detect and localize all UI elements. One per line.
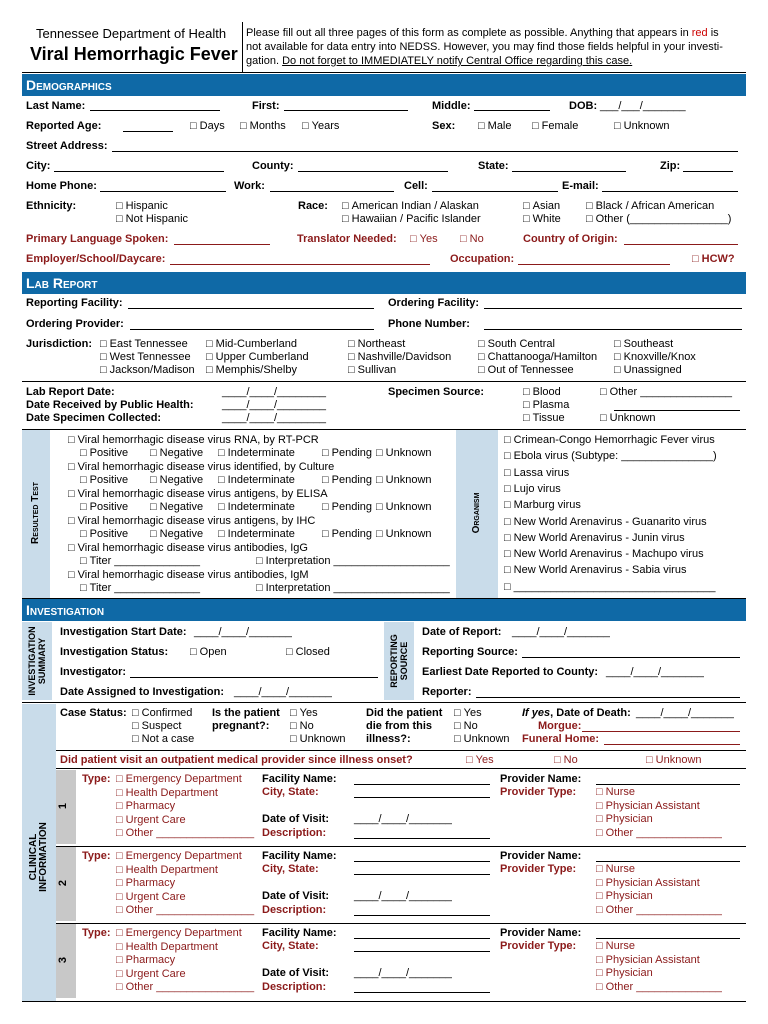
outpatient-question: Did patient visit an outpatient medical provider since illness onset? [60, 754, 413, 766]
specimen-tissue-checkbox[interactable]: □ Tissue [523, 412, 565, 424]
test-2-result-1[interactable]: □ Negative [150, 474, 203, 486]
visit-date-label: Date of Visit: [262, 967, 330, 979]
provider-name-field[interactable] [596, 784, 740, 785]
race-white-checkbox[interactable]: □ White [523, 213, 561, 225]
not-hispanic-checkbox[interactable]: □ Not Hispanic [116, 213, 188, 225]
case-confirmed-checkbox[interactable]: □ Confirmed [132, 707, 192, 719]
specimen-blood-checkbox[interactable]: □ Blood [523, 386, 561, 398]
age-label: Reported Age: [26, 120, 102, 132]
outpatient-no-checkbox[interactable]: □ No [554, 754, 578, 766]
juris-out-of-tn[interactable]: □ Out of Tennessee [478, 364, 574, 376]
test-checkbox-4[interactable]: □ Viral hemorrhagic disease virus antigens, by IHC [68, 515, 315, 527]
description-field[interactable] [354, 838, 490, 839]
divider [56, 750, 746, 751]
test-4-result-0[interactable]: □ Positive [80, 528, 128, 540]
header-divider [242, 22, 243, 72]
test-checkbox-5[interactable]: □ Viral hemorrhagic disease virus antibodies, IgG [68, 542, 308, 554]
visit-3-provider-type-1[interactable]: □ Physician Assistant [596, 954, 700, 966]
visit-number-1: 1 [57, 802, 70, 810]
street-field[interactable] [112, 151, 738, 152]
date-received-label: Date Received by Public Health: [26, 399, 194, 411]
visit-3-provider-type-3[interactable]: □ Other ______________ [596, 981, 722, 993]
header-title: Viral Hemorrhagic Fever [30, 44, 238, 64]
outpatient-yes-checkbox[interactable]: □ Yes [466, 754, 494, 766]
phone-number-label: Phone Number: [388, 318, 470, 330]
visit-date-field[interactable]: ____/____/_______ [354, 967, 452, 979]
state-label: State: [478, 160, 509, 172]
race-other-checkbox[interactable]: □ Other (________________) [586, 213, 731, 225]
facility-name-field[interactable] [354, 784, 490, 785]
test-2-result-4[interactable]: □ Unknown [376, 474, 432, 486]
visit-2-type-1[interactable]: □ Health Department [116, 864, 218, 876]
note-text-b: is [707, 27, 719, 39]
clinical-information-label: CLINICAL INFORMATION [28, 822, 49, 892]
organism-checkbox-7[interactable]: □ New World Arenavirus - Junin virus [504, 532, 685, 544]
test-4-result-4[interactable]: □ Unknown [376, 528, 432, 540]
note-text: Please fill out all three pages of this form as complete as possible. Anything that appears in [246, 27, 692, 39]
die-yes-checkbox[interactable]: □ Yes [454, 707, 482, 719]
juris-west-tn[interactable]: □ West Tennessee [100, 351, 191, 363]
work-phone-field[interactable] [270, 191, 394, 192]
first-name-label: First: [252, 100, 280, 112]
funeral-home-field[interactable] [604, 744, 740, 745]
organism-checkbox-4[interactable]: □ Lujo virus [504, 483, 561, 495]
test-1-result-2[interactable]: □ Indeterminate [218, 447, 295, 459]
section-investigation: Investigation [22, 599, 746, 621]
inv-start-field[interactable]: ____/____/_______ [194, 626, 292, 638]
reporting-source-label: REPORTING SOURCE [389, 634, 409, 688]
dob-label: DOB: [569, 100, 598, 112]
phone-number-field[interactable] [484, 329, 742, 330]
test-checkbox-6[interactable]: □ Viral hemorrhagic disease virus antibodies, IgM [68, 569, 309, 581]
date-specimen-field[interactable]: ____/____/________ [222, 412, 326, 424]
pregnant-label-2: pregnant?: [212, 720, 270, 732]
pregnant-label-1: Is the patient [212, 707, 280, 719]
city-label: City: [26, 160, 51, 172]
juris-east-tn[interactable]: □ East Tennessee [100, 338, 188, 350]
dob-field[interactable]: ___/___/_______ [600, 100, 686, 112]
juris-nashville[interactable]: □ Nashville/Davidson [348, 351, 451, 363]
visit-1-provider-type-1[interactable]: □ Physician Assistant [596, 800, 700, 812]
description-field[interactable] [354, 915, 490, 916]
ordering-facility-field[interactable] [484, 308, 742, 309]
organism-checkbox-2[interactable]: □ Ebola virus (Subtype: _______________) [504, 450, 717, 462]
visit-type-label: Type: [82, 927, 111, 939]
middle-name-label: Middle: [432, 100, 471, 112]
pregnant-yes-checkbox[interactable]: □ Yes [290, 707, 318, 719]
test-2-result-3[interactable]: □ Pending [322, 474, 372, 486]
test-3-result-1[interactable]: □ Negative [150, 501, 203, 513]
juris-south-central[interactable]: □ South Central [478, 338, 555, 350]
investigator-label: Investigator: [60, 666, 127, 678]
test-2-result-0[interactable]: □ Positive [80, 474, 128, 486]
inv-assigned-field[interactable]: ____/____/_______ [234, 686, 332, 698]
hcw-checkbox[interactable]: □ HCW? [692, 253, 735, 265]
organism-checkbox-5[interactable]: □ Marburg virus [504, 499, 581, 511]
section-demographics: Demographics [22, 74, 746, 96]
die-label-1: Did the patient [366, 707, 443, 719]
die-no-checkbox[interactable]: □ No [454, 720, 478, 732]
funeral-home-label: Funeral Home: [522, 733, 600, 745]
translator-yes-checkbox[interactable]: □ Yes [410, 233, 438, 245]
pregnant-unknown-checkbox[interactable]: □ Unknown [290, 733, 346, 745]
language-label: Primary Language Spoken: [26, 233, 169, 245]
visit-number-3: 3 [57, 956, 70, 964]
visit-date-field[interactable]: ____/____/_______ [354, 890, 452, 902]
test-2-result-2[interactable]: □ Indeterminate [218, 474, 295, 486]
test-3-result-3[interactable]: □ Pending [322, 501, 372, 513]
occupation-field[interactable] [518, 264, 670, 265]
ordering-provider-field[interactable] [130, 329, 374, 330]
visit-1-type-4[interactable]: □ Other ________________ [116, 827, 254, 839]
die-unknown-checkbox[interactable]: □ Unknown [454, 733, 510, 745]
visit-type-label: Type: [82, 850, 111, 862]
reporting-source-field[interactable] [522, 657, 740, 658]
city-state-label: City, State: [262, 786, 319, 798]
occupation-label: Occupation: [450, 253, 515, 265]
case-status-label: Case Status: [60, 707, 127, 719]
street-label: Street Address: [26, 140, 108, 152]
section-lab-report: Lab Report [22, 272, 746, 294]
provider-name-field[interactable] [596, 861, 740, 862]
first-name-field[interactable] [284, 110, 408, 111]
note-text-2: not available for data entry into NEDSS. However, you may find those fields helpful in your investi- [246, 41, 723, 53]
date-of-report-label: Date of Report: [422, 626, 502, 638]
race-amind-checkbox[interactable]: □ American Indian / Alaskan [342, 200, 479, 212]
visit-3-type-2[interactable]: □ Pharmacy [116, 954, 175, 966]
header-note [246, 26, 723, 68]
visit-2-type-0[interactable]: □ Emergency Department [116, 850, 242, 862]
jurisdiction-label: Jurisdiction: [26, 338, 93, 350]
resulted-test-label: Resulted Test [30, 482, 41, 544]
juris-memphis[interactable]: □ Memphis/Shelby [206, 364, 297, 376]
provider-type-label: Provider Type: [500, 786, 577, 798]
visit-date-label: Date of Visit: [262, 890, 330, 902]
organism-label: Organism [471, 492, 482, 534]
visit-1-type-3[interactable]: □ Urgent Care [116, 814, 186, 826]
visit-1-type-2[interactable]: □ Pharmacy [116, 800, 175, 812]
home-phone-field[interactable] [100, 191, 226, 192]
visit-date-label: Date of Visit: [262, 813, 330, 825]
date-of-death-field[interactable]: ____/____/_______ [636, 707, 734, 719]
city-state-field[interactable] [354, 797, 490, 798]
description-label: Description: [262, 827, 327, 839]
header-dept: Tennessee Department of Health [36, 26, 227, 41]
juris-mid-cumberland[interactable]: □ Mid-Cumberland [206, 338, 297, 350]
test-4-result-2[interactable]: □ Indeterminate [218, 528, 295, 540]
specimen-other-extra-line[interactable] [614, 410, 740, 411]
case-suspect-checkbox[interactable]: □ Suspect [132, 720, 181, 732]
country-label: Country of Origin: [523, 233, 618, 245]
inv-status-label: Investigation Status: [60, 646, 169, 658]
provider-name-label: Provider Name: [500, 850, 582, 862]
investigator-field[interactable] [130, 677, 378, 678]
juris-jackson[interactable]: □ Jackson/Madison [100, 364, 195, 376]
visit-2-type-2[interactable]: □ Pharmacy [116, 877, 175, 889]
county-label: County: [252, 160, 294, 172]
visit-1-provider-type-2[interactable]: □ Physician [596, 813, 653, 825]
work-phone-label: Work: [234, 180, 265, 192]
test-1-result-3[interactable]: □ Pending [322, 447, 372, 459]
specimen-plasma-checkbox[interactable]: □ Plasma [523, 399, 569, 411]
divider [22, 429, 746, 430]
state-field[interactable] [512, 171, 626, 172]
inv-assigned-label: Date Assigned to Investigation: [60, 686, 225, 698]
divider [56, 846, 746, 847]
test-5-titer[interactable]: □ Titer ______________ [80, 555, 200, 567]
email-label: E-mail: [562, 180, 599, 192]
outpatient-unknown-checkbox[interactable]: □ Unknown [646, 754, 702, 766]
test-5-interpretation[interactable]: □ Interpretation ___________________ [256, 555, 450, 567]
test-checkbox-1[interactable]: □ Viral hemorrhagic disease virus RNA, by RT-PCR [68, 434, 319, 446]
provider-name-label: Provider Name: [500, 927, 582, 939]
test-3-result-4[interactable]: □ Unknown [376, 501, 432, 513]
race-hawaiian-checkbox[interactable]: □ Hawaiian / Pacific Islander [342, 213, 481, 225]
date-of-report-field[interactable]: ____/____/_______ [512, 626, 610, 638]
city-state-label: City, State: [262, 863, 319, 875]
employer-field[interactable] [170, 264, 430, 265]
facility-name-label: Facility Name: [262, 773, 337, 785]
provider-name-label: Provider Name: [500, 773, 582, 785]
test-6-interpretation[interactable]: □ Interpretation ___________________ [256, 582, 450, 594]
visit-number-2: 2 [57, 879, 70, 887]
facility-name-label: Facility Name: [262, 850, 337, 862]
visit-3-type-1[interactable]: □ Health Department [116, 941, 218, 953]
lab-report-date-label: Lab Report Date: [26, 386, 115, 398]
organism-checkbox-1[interactable]: □ Crimean-Congo Hemorrhagic Fever virus [504, 434, 715, 446]
test-6-titer[interactable]: □ Titer ______________ [80, 582, 200, 594]
visit-2-provider-type-0[interactable]: □ Nurse [596, 863, 635, 875]
test-checkbox-2[interactable]: □ Viral hemorrhagic disease virus identified, by Culture [68, 461, 334, 473]
form-bottom-line [22, 1001, 746, 1002]
visit-type-label: Type: [82, 773, 111, 785]
test-1-result-1[interactable]: □ Negative [150, 447, 203, 459]
test-4-result-3[interactable]: □ Pending [322, 528, 372, 540]
last-name-field[interactable] [90, 110, 220, 111]
visit-3-type-3[interactable]: □ Urgent Care [116, 968, 186, 980]
city-state-field[interactable] [354, 951, 490, 952]
age-years-checkbox[interactable]: □ Years [302, 120, 339, 132]
divider [56, 768, 746, 769]
reporting-facility-field[interactable] [128, 308, 374, 309]
county-field[interactable] [298, 171, 448, 172]
hispanic-checkbox[interactable]: □ Hispanic [116, 200, 168, 212]
specimen-source-label: Specimen Source: [388, 386, 484, 398]
reporting-facility-label: Reporting Facility: [26, 297, 123, 309]
visit-1-type-0[interactable]: □ Emergency Department [116, 773, 242, 785]
provider-type-label: Provider Type: [500, 940, 577, 952]
employer-label: Employer/School/Daycare: [26, 253, 166, 265]
visit-2-provider-type-3[interactable]: □ Other ______________ [596, 904, 722, 916]
date-received-field[interactable]: ____/____/________ [222, 399, 326, 411]
note-text-3: gation. [246, 55, 283, 67]
juris-southeast[interactable]: □ Southeast [614, 338, 673, 350]
death-label: , Date of Death: [550, 707, 631, 719]
test-1-result-0[interactable]: □ Positive [80, 447, 128, 459]
race-black-checkbox[interactable]: □ Black / African American [586, 200, 714, 212]
visit-1-provider-type-3[interactable]: □ Other ______________ [596, 827, 722, 839]
specimen-other-checkbox[interactable]: □ Other _______________ [600, 386, 732, 398]
race-asian-checkbox[interactable]: □ Asian [523, 200, 560, 212]
juris-northeast[interactable]: □ Northeast [348, 338, 405, 350]
description-label: Description: [262, 904, 327, 916]
juris-chattanooga[interactable]: □ Chattanooga/Hamilton [478, 351, 597, 363]
visit-date-field[interactable]: ____/____/_______ [354, 813, 452, 825]
age-months-checkbox[interactable]: □ Months [240, 120, 286, 132]
visit-2-provider-type-2[interactable]: □ Physician [596, 890, 653, 902]
home-phone-label: Home Phone: [26, 180, 97, 192]
zip-label: Zip: [660, 160, 681, 172]
visit-3-type-4[interactable]: □ Other ________________ [116, 981, 254, 993]
inv-status-open[interactable]: □ Open [190, 646, 227, 658]
zip-field[interactable] [683, 171, 733, 172]
inv-status-closed[interactable]: □ Closed [286, 646, 330, 658]
die-label-2: die from this [366, 720, 433, 732]
die-label-3: illness?: [366, 733, 411, 745]
case-not-case-checkbox[interactable]: □ Not a case [132, 733, 194, 745]
organism-checkbox-6[interactable]: □ New World Arenavirus - Guanarito virus [504, 516, 707, 528]
note-underline: Do not forget to IMMEDIATELY notify Central Office regarding this case. [282, 55, 633, 67]
visit-3-type-0[interactable]: □ Emergency Department [116, 927, 242, 939]
translator-label: Translator Needed: [297, 233, 397, 245]
test-3-result-0[interactable]: □ Positive [80, 501, 128, 513]
earliest-date-field[interactable]: ____/____/_______ [606, 666, 704, 678]
age-days-checkbox[interactable]: □ Days [190, 120, 225, 132]
divider [22, 702, 746, 703]
organism-checkbox-8[interactable]: □ New World Arenavirus - Machupo virus [504, 548, 704, 560]
city-state-field[interactable] [354, 874, 490, 875]
divider [56, 923, 746, 924]
country-field[interactable] [624, 244, 738, 245]
language-field[interactable] [174, 244, 270, 245]
morgue-label: Morgue: [538, 720, 582, 732]
note-red: red [691, 27, 708, 39]
facility-name-field[interactable] [354, 938, 490, 939]
lab-report-date-field[interactable]: ____/____/________ [222, 386, 326, 398]
reporter-field[interactable] [476, 697, 740, 698]
sex-unknown-checkbox[interactable]: □ Unknown [614, 120, 670, 132]
age-field[interactable] [123, 131, 173, 132]
test-4-result-1[interactable]: □ Negative [150, 528, 203, 540]
juris-unassigned[interactable]: □ Unassigned [614, 364, 682, 376]
race-label: Race: [298, 200, 328, 212]
visit-2-type-3[interactable]: □ Urgent Care [116, 891, 186, 903]
organism-checkbox-3[interactable]: □ Lassa virus [504, 467, 569, 479]
date-specimen-label: Date Specimen Collected: [26, 412, 162, 424]
test-1-result-4[interactable]: □ Unknown [376, 447, 432, 459]
if-yes-label: If yes [522, 707, 551, 719]
email-field[interactable] [602, 191, 738, 192]
description-field[interactable] [354, 992, 490, 993]
visit-1-type-1[interactable]: □ Health Department [116, 787, 218, 799]
reporter-label: Reporter: [422, 686, 472, 698]
visit-2-provider-type-1[interactable]: □ Physician Assistant [596, 877, 700, 889]
middle-name-field[interactable] [474, 110, 550, 111]
organism-checkbox-9[interactable]: □ New World Arenavirus - Sabia virus [504, 564, 686, 576]
cell-phone-label: Cell: [404, 180, 428, 192]
visit-3-provider-type-2[interactable]: □ Physician [596, 967, 653, 979]
facility-name-field[interactable] [354, 861, 490, 862]
morgue-field[interactable] [582, 731, 740, 732]
organism-checkbox-10[interactable]: □ _________________________________ [504, 581, 716, 593]
divider [22, 381, 746, 382]
juris-sullivan[interactable]: □ Sullivan [348, 364, 396, 376]
sex-male-checkbox[interactable]: □ Male [478, 120, 512, 132]
ordering-facility-label: Ordering Facility: [388, 297, 480, 309]
sex-label: Sex: [432, 120, 456, 132]
visit-1-provider-type-0[interactable]: □ Nurse [596, 786, 635, 798]
city-state-label: City, State: [262, 940, 319, 952]
provider-name-field[interactable] [596, 938, 740, 939]
specimen-unknown-checkbox[interactable]: □ Unknown [600, 412, 656, 424]
earliest-date-label: Earliest Date Reported to County: [422, 666, 599, 678]
ordering-provider-label: Ordering Provider: [26, 318, 124, 330]
pregnant-no-checkbox[interactable]: □ No [290, 720, 314, 732]
sex-female-checkbox[interactable]: □ Female [532, 120, 578, 132]
provider-type-label: Provider Type: [500, 863, 577, 875]
reporting-source-field-label: Reporting Source: [422, 646, 518, 658]
visit-2-type-4[interactable]: □ Other ________________ [116, 904, 254, 916]
city-field[interactable] [54, 171, 224, 172]
test-checkbox-3[interactable]: □ Viral hemorrhagic disease virus antigens, by ELISA [68, 488, 328, 500]
cell-phone-field[interactable] [432, 191, 558, 192]
inv-start-label: Investigation Start Date: [60, 626, 187, 638]
juris-knoxville[interactable]: □ Knoxville/Knox [614, 351, 696, 363]
investigation-summary-label: INVESTIGATION SUMMARY [27, 626, 47, 696]
ethnicity-label: Ethnicity: [26, 200, 77, 212]
translator-no-checkbox[interactable]: □ No [460, 233, 484, 245]
facility-name-label: Facility Name: [262, 927, 337, 939]
test-3-result-2[interactable]: □ Indeterminate [218, 501, 295, 513]
last-name-label: Last Name: [26, 100, 86, 112]
visit-3-provider-type-0[interactable]: □ Nurse [596, 940, 635, 952]
juris-upper-cumberland[interactable]: □ Upper Cumberland [206, 351, 309, 363]
description-label: Description: [262, 981, 327, 993]
date-of-death-label [522, 707, 631, 719]
